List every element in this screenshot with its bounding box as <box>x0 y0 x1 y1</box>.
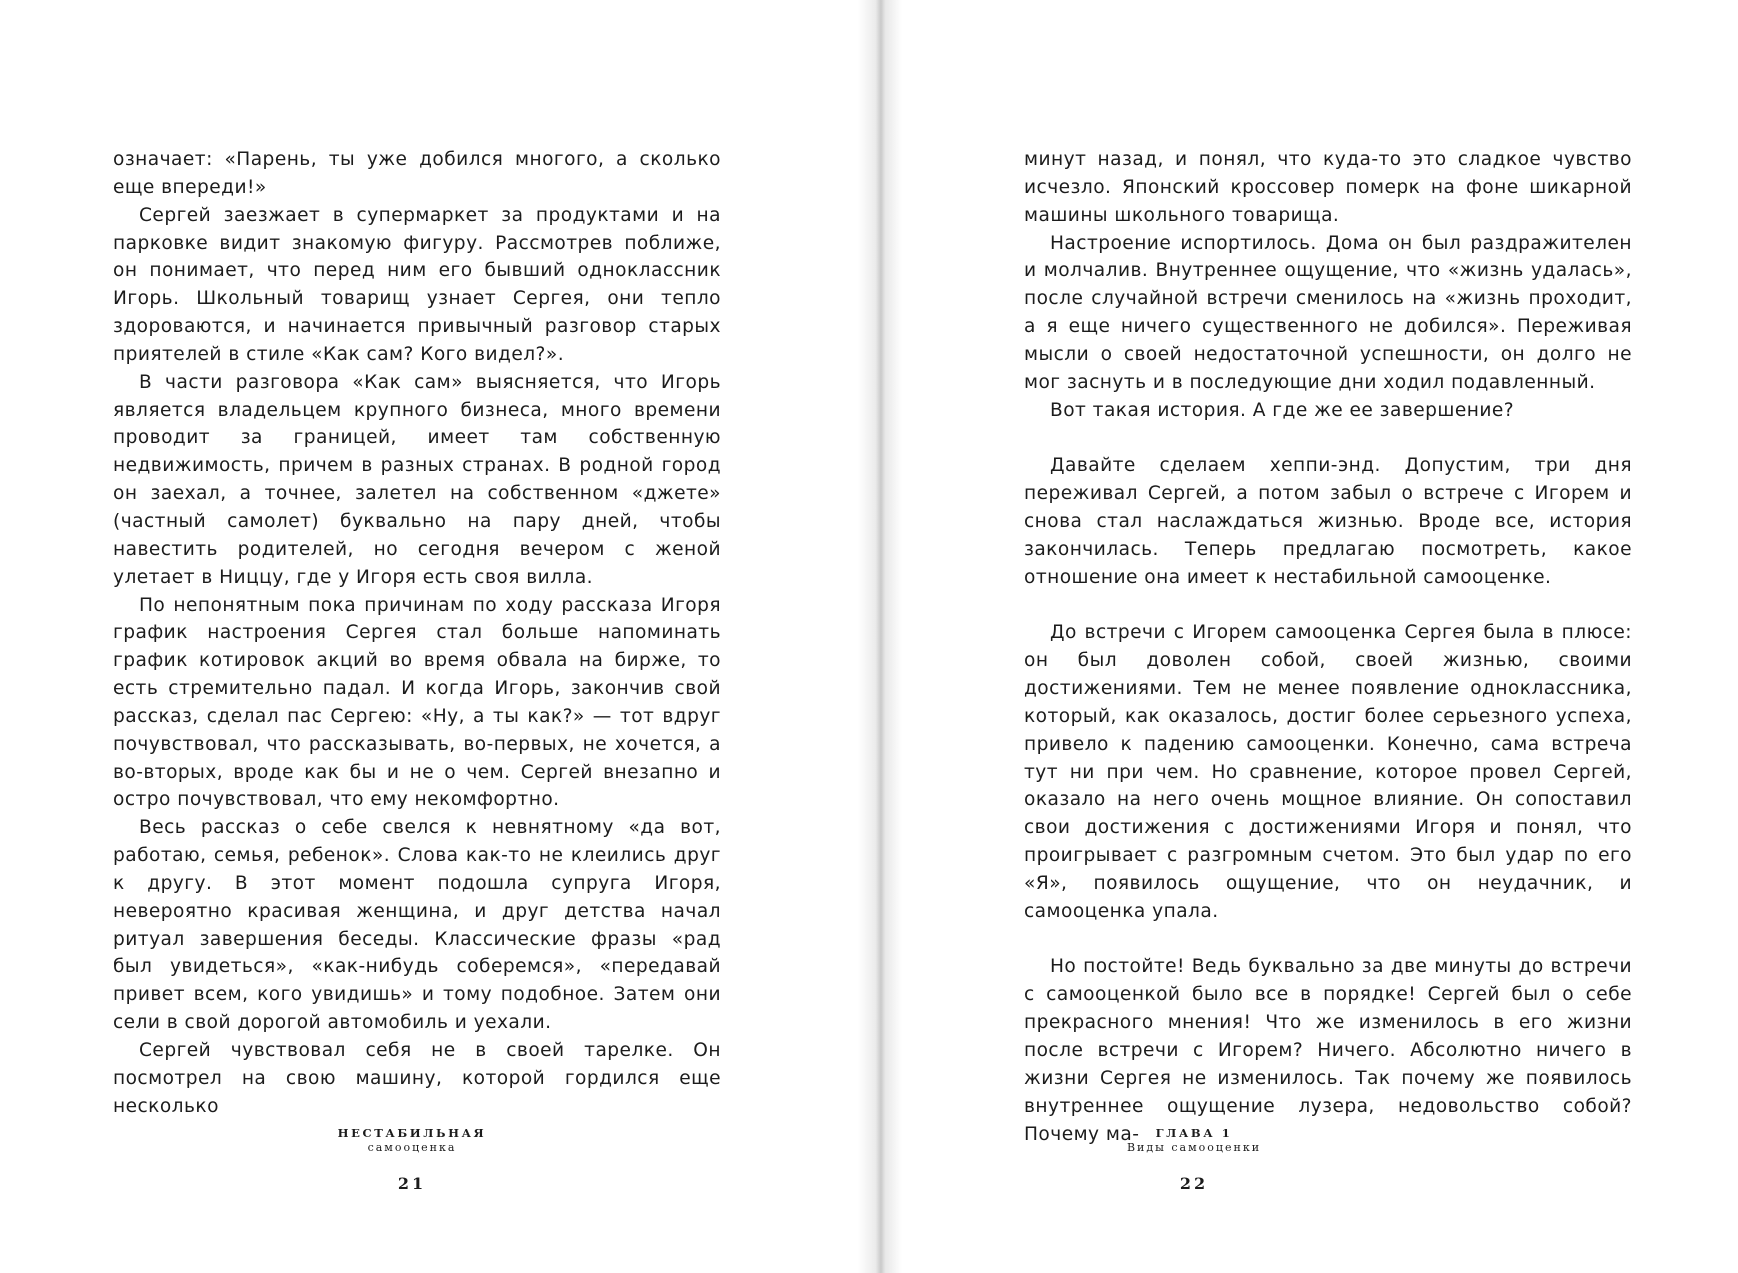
paragraph: Давайте сделаем хеппи-энд. Допустим, три дня переживал Сергей, а потом забыл о встрече с Игорем и снова стал наслаждаться жизнью. Вроде все, история закончилась. Теперь предлагаю посмотреть, какое отношение она имеет к нестабильной самооценке. <box>1024 455 1632 588</box>
right-page-text <box>1024 146 1632 1148</box>
running-head-title: ГЛАВА 1 <box>1155 1126 1233 1140</box>
paragraph: До встречи с Игорем самооценка Сергея была в плюсе: он был доволен собой, своей жизнью, своими достижениями. Тем не менее появление одноклассника, который, как оказалось, достиг более серьезного успеха, привело к падению самооценки. Конечно, сама встреча тут ни при чем. Но сравнение, которое провел Сергей, оказало на него очень мощное влияние. Он сопоставил свои достижения с достижениями Игоря и понял, что проигрывает с разгромным счетом. Это был удар по его «Я», появилось ощущение, что он неудачник, и самооценка упала. <box>1024 622 1632 922</box>
running-head-title: НЕСТАБИЛЬНАЯ <box>337 1126 487 1140</box>
left-page-text <box>113 146 721 1121</box>
paragraph: Сергей чувствовал себя не в своей тарелке. Он посмотрел на свою машину, которой гордился еще несколько <box>113 1040 721 1117</box>
paragraph: Вот такая история. А где же ее завершение? <box>1050 399 1515 421</box>
running-head <box>1064 1126 1324 1154</box>
paragraph: означает: «Парень, ты уже добился многого, а сколько еще впереди!» <box>113 149 721 198</box>
paragraph: Весь рассказ о себе свелся к невнятному «да вот, работаю, семья, ребенок». Слова как-то не клеились друг к другу. В этот момент подошла супруга Игоря, невероятно красивая женщина, и друг детства начал ритуал завершения беседы. Классические фразы «рад был увидеться», «как-нибудь соберемся», «передавай привет всем, кого увидишь» и тому подобное. Затем они сели в свой дорогой автомобиль и уехали. <box>113 817 721 1034</box>
running-head-subtitle: самооценка <box>367 1141 457 1154</box>
paragraph: минут назад, и понял, что куда-то это сладкое чувство исчезло. Японский кроссовер померк на фоне шикарной машины школьного товарища. <box>1024 149 1632 226</box>
right-page <box>870 0 1738 1273</box>
paragraph: Настроение испортилось. Дома он был раздражителен и молчалив. Внутреннее ощущение, что «жизнь удалась», после случайной встречи сменилось на «жизнь проходит, а я еще ничего существенного не добился». Переживая мысли о своей недостаточной успешности, он долго не мог заснуть и в последующие дни ходил подавленный. <box>1024 232 1632 393</box>
paragraph: По непонятным пока причинам по ходу рассказа Игоря график настроения Сергея стал больше напоминать график котировок акций во время обвала на бирже, то есть стремительно падал. И когда Игорь, закончив свой рассказ, сделал пас Сергею: «Ну, а ты как?» — тот вдруг почувствовал, что рассказывать, во-первых, не хочется, а во-вторых, вроде как бы и не о чем. Сергей внезапно и остро почувствовал, что ему некомфортно. <box>113 594 721 811</box>
page-number: 22 <box>1179 1174 1209 1193</box>
paragraph: Но постойте! Ведь буквально за две минуты до встречи с самооценкой было все в порядке! Сергей был о себе прекрасного мнения! Что же изменилось в его жизни после встречи с Игорем? Ничего. Абсолютно ничего в жизни Сергея не изменилось. Так почему же появилось внутреннее ощущение лузера, недовольство собой? Почему ма- <box>1024 956 1632 1145</box>
paragraph: В части разговора «Как сам» выясняется, что Игорь является владельцем крупного бизнеса, много времени проводит за границей, имеет там собственную недвижимость, причем в разных странах. В родной город он заехал, а точнее, залетел на собственном «джете» (частный самолет) буквально на пару дней, чтобы навестить родителей, но сегодня вечером с женой улетает в Ниццу, где у Игоря есть своя вилла. <box>113 371 721 588</box>
page-number: 21 <box>397 1174 427 1193</box>
paragraph: Сергей заезжает в супермаркет за продуктами и на парковке видит знакомую фигуру. Рассмотрев поближе, он понимает, что перед ним его бывший одноклассник Игорь. Школьный товарищ узнает Сергея, они тепло здороваются, и начинается привычный разговор старых приятелей в стиле «Как сам? Кого видел?». <box>113 204 721 365</box>
running-head-subtitle: Виды самооценки <box>1126 1141 1262 1154</box>
book-gutter <box>858 0 902 1273</box>
running-head <box>282 1126 542 1154</box>
